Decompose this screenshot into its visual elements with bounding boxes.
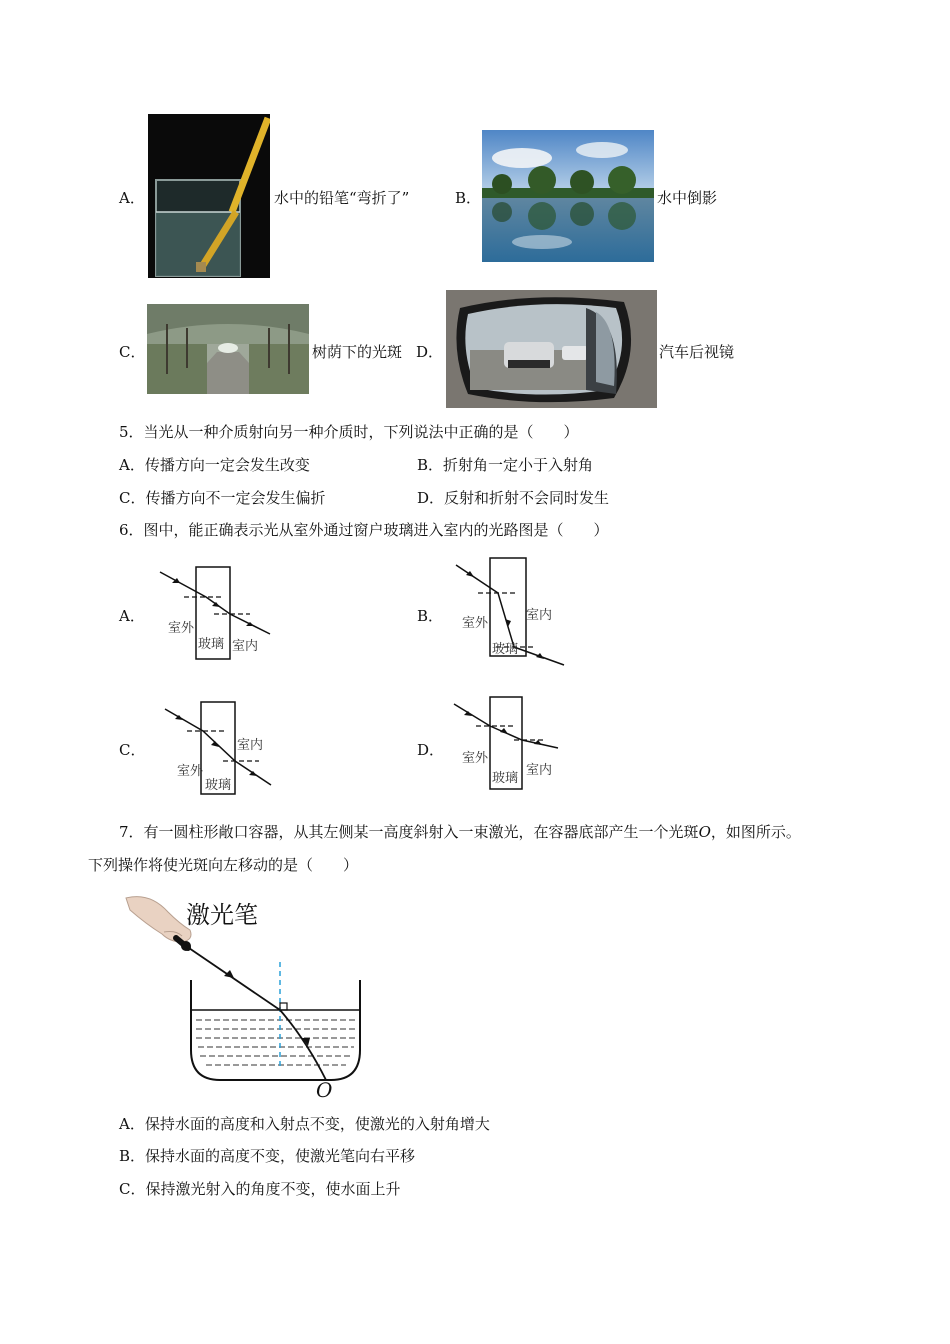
q4-option-c-caption: 树荫下的光斑 [312,343,403,361]
svg-text:室外: 室外 [177,764,204,779]
tree-shade-path-photo [147,304,309,394]
car-rearview-mirror-photo [446,290,657,408]
svg-text:O: O [316,1078,333,1102]
hand-icon [126,897,191,942]
q7-laser-container-figure [120,890,380,1102]
svg-text:室内: 室内 [526,763,553,778]
q4-option-d-caption: 汽车后视镜 [659,343,735,361]
lake-reflection-photo [482,130,654,262]
q4-option-a-caption: 水中的铅笔“弯折了” [274,189,410,207]
q4-option-a-letter: A． [119,189,145,207]
q6-option-c-letter: C． [119,741,146,759]
q4-option-d-letter: D． [416,343,444,361]
svg-text:玻璃: 玻璃 [492,642,519,657]
svg-text:室外: 室外 [462,751,489,766]
q6-option-b-letter: B． [417,607,444,625]
q5-option-d: D．反射和折射不会同时发生 [417,489,610,507]
q7-stem-line1: 7．有一圆柱形敞口容器，从其左侧某一高度斜射入一束激光，在容器底部产生一个光斑O，如图所示。 [119,823,801,841]
q6-diagram-b [450,555,580,667]
q7-option-a: A．保持水面的高度和入射点不变，使激光的入射角增大 [119,1115,490,1133]
svg-text:激光笔: 激光笔 [186,901,258,929]
q4-option-c-letter: C． [119,343,146,361]
q7-stem-line2: 下列操作将使光斑向左移动的是（ ） [88,856,359,874]
svg-text:玻璃: 玻璃 [198,637,225,652]
svg-text:玻璃: 玻璃 [492,771,519,786]
q7-option-c: C．保持激光射入的角度不变，使水面上升 [119,1180,401,1198]
svg-text:室内: 室内 [232,639,259,654]
q6-diagram-d [450,692,580,796]
q6-diagram-a [150,560,280,664]
q5-stem: 5．当光从一种介质射向另一种介质时，下列说法中正确的是（ ） [119,423,579,441]
q4-option-b-caption: 水中倒影 [657,189,718,207]
q4-option-b-letter: B． [455,189,482,207]
q6-stem: 6．图中，能正确表示光从室外通过窗户玻璃进入室内的光路图是（ ） [119,521,609,539]
svg-text:室外: 室外 [462,616,489,631]
q7-option-b: B．保持水面的高度不变，使激光笔向右平移 [119,1147,416,1165]
svg-text:室外: 室外 [168,621,195,636]
q5-option-c: C．传播方向不一定会发生偏折 [119,489,326,507]
q5-option-b: B．折射角一定小于入射角 [417,456,594,474]
q5-option-a: A．传播方向一定会发生改变 [119,456,310,474]
svg-text:玻璃: 玻璃 [205,778,232,793]
svg-text:室内: 室内 [237,738,264,753]
pencil-in-beaker-photo [148,114,270,278]
q6-option-a-letter: A． [119,607,145,625]
q6-diagram-c [155,695,285,799]
q6-option-d-letter: D． [417,741,445,759]
svg-text:室内: 室内 [526,608,553,623]
